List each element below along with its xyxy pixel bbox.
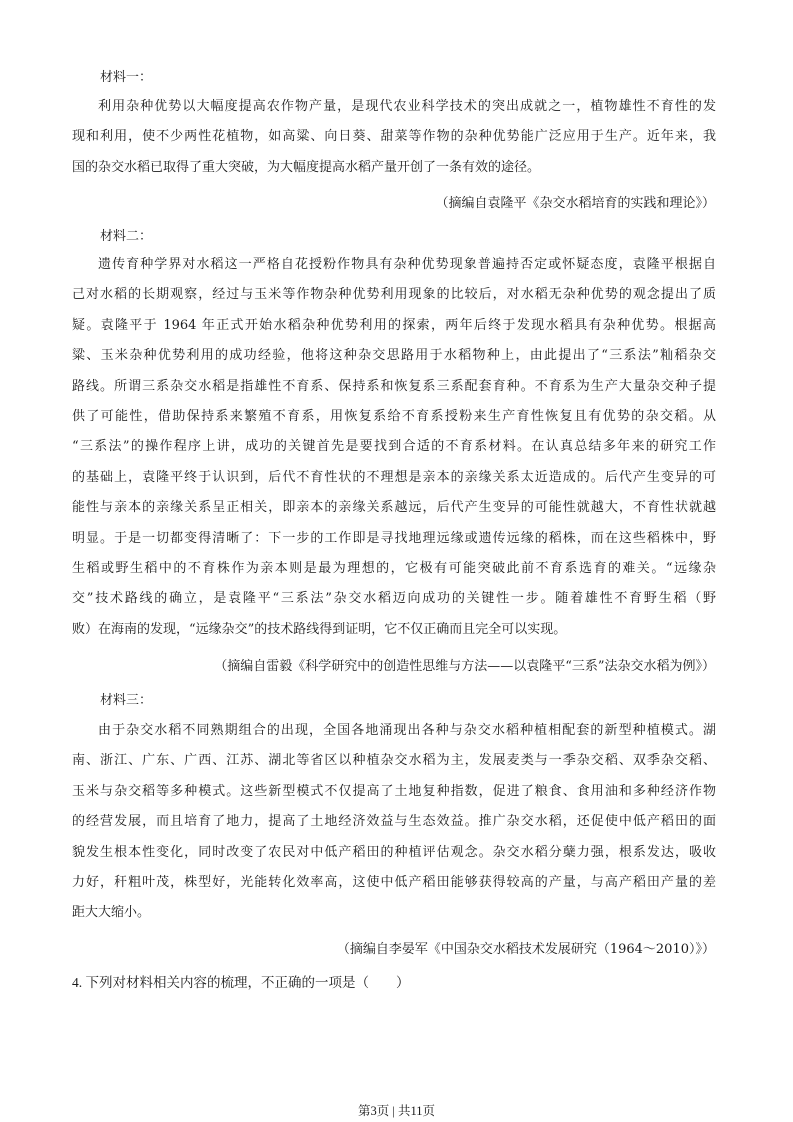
material-1-source: （摘编自袁隆平《杂交水稻培育的实践和理论》）: [435, 196, 715, 211]
material-2-line: 粱、玉米杂种优势利用的成功经验，他将这种杂交思路用于水稻物种上，由此提出了“三系法”籼稻杂交: [72, 348, 716, 364]
material-2-line: 己对水稻的长期观察，经过与玉米等作物杂种优势利用现象的比较后，对水稻无杂种优势的观念提出了质: [72, 287, 716, 303]
material-3-body: [72, 716, 716, 929]
material-3-line: 的经营发展，而且培育了地力，提高了土地经济效益与生态效益。推广杂交水稻，还促使中低产稻田的面: [72, 814, 716, 830]
material-2-line: “三系法”的操作程序上讲，成功的关键首先是要找到合适的不育系材料。在认真总结多年来的研究工作: [72, 439, 716, 455]
material-3-line: 南、浙江、广东、广西、江苏、湖北等省区以种植杂交水稻为主，发展麦类与一季杂交稻、双季杂交稻、: [72, 753, 716, 769]
material-3-source: （摘编自李晏军《中国杂交水稻技术发展研究（1964～2010）》）: [336, 942, 715, 957]
material-2-line: 的基础上，袁隆平终于认识到，后代不育性状的不理想是亲本的亲缘关系太近造成的。后代产生变异的可: [72, 469, 716, 485]
material-3-line: 貌发生根本性变化，同时改变了农民对中低产稻田的种植评估观念。杂交水稻分蘖力强，根系发达，吸收: [72, 844, 716, 860]
material-2-line: 败）在海南的发现，“远缘杂交”的技术路线得到证明，它不仅正确而且完全可以实现。: [72, 621, 567, 637]
material-2-line: 路线。所谓三系杂交水稻是指雄性不育系、保持系和恢复系三系配套育种。不育系为生产大量杂交种子提: [72, 378, 716, 394]
material-1-body: [72, 92, 716, 183]
material-2-source: （摘编自雷毅《科学研究中的创造性思维与方法——以袁隆平“三系”法杂交水稻为例》）: [214, 659, 715, 674]
page-footer: 第3页 | 共11页: [357, 1104, 436, 1118]
material-2-heading: 材料二：: [100, 229, 153, 244]
material-2-line: 明显。于是一切都变得清晰了：下一步的工作即是寻找地理远缘或遗传远缘的稻株，而在这些稻株中，野: [72, 530, 716, 546]
material-1-heading: 材料一：: [100, 70, 153, 85]
material-2-line: 生稻或野生稻中的不育株作为亲本则是最为理想的，它极有可能突破此前不育系选育的难关。“远缘杂: [72, 560, 716, 576]
material-2-line: 交”技术路线的确立，是袁隆平“三系法”杂交水稻迈向成功的关键性一步。随着雄性不育野生稻（野: [72, 591, 716, 607]
material-3-line: 玉米与杂交稻等多种模式。这些新型模式不仅提高了土地复种指数，促进了粮食、食用油和多种经济作物: [72, 783, 716, 799]
material-3-heading: 材料三：: [100, 693, 153, 708]
material-1-line: 利用杂种优势以大幅度提高农作物产量，是现代农业科学技术的突出成就之一，植物雄性不育性的发: [98, 99, 716, 114]
question-4: 4. 下列对材料相关内容的梳理，不正确的一项是（ ）: [72, 975, 410, 990]
material-1-line: 国的杂交水稻已取得了重大突破，为大幅度提高水稻产量开创了一条有效的途径。: [72, 159, 541, 175]
material-2-body: [72, 250, 716, 645]
material-2-line: 疑。袁隆平于 1964 年正式开始水稻杂种优势利用的探索，两年后终于发现水稻具有杂种优势。根据高: [72, 317, 716, 333]
material-2-line: 供了可能性，借助保持系来繁殖不育系，用恢复系给不育系授粉来生产育性恢复且有优势的杂交稻。从: [72, 408, 716, 424]
material-3-line: 力好，秆粗叶茂，株型好，光能转化效率高，这使中低产稻田能够获得较高的产量，与高产稻田产量的差: [72, 874, 716, 890]
material-2-line: 遗传育种学界对水稻这一严格自花授粉作物具有杂种优势现象普遍持否定或怀疑态度，袁隆平根据自: [98, 257, 716, 272]
material-1-line: 现和利用，使不少两性花植物，如高粱、向日葵、甜菜等作物的杂种优势能广泛应用于生产。近年来，我: [72, 129, 716, 145]
material-3-line: 距大大缩小。: [72, 905, 151, 921]
material-3-line: 由于杂交水稻不同熟期组合的出现，全国各地涌现出各种与杂交水稻种植相配套的新型种植模式。湖: [98, 723, 716, 738]
material-2-line: 能性与亲本的亲缘关系呈正相关，即亲本的亲缘关系越远，后代产生变异的可能性就越大，不育性状就越: [72, 500, 716, 516]
